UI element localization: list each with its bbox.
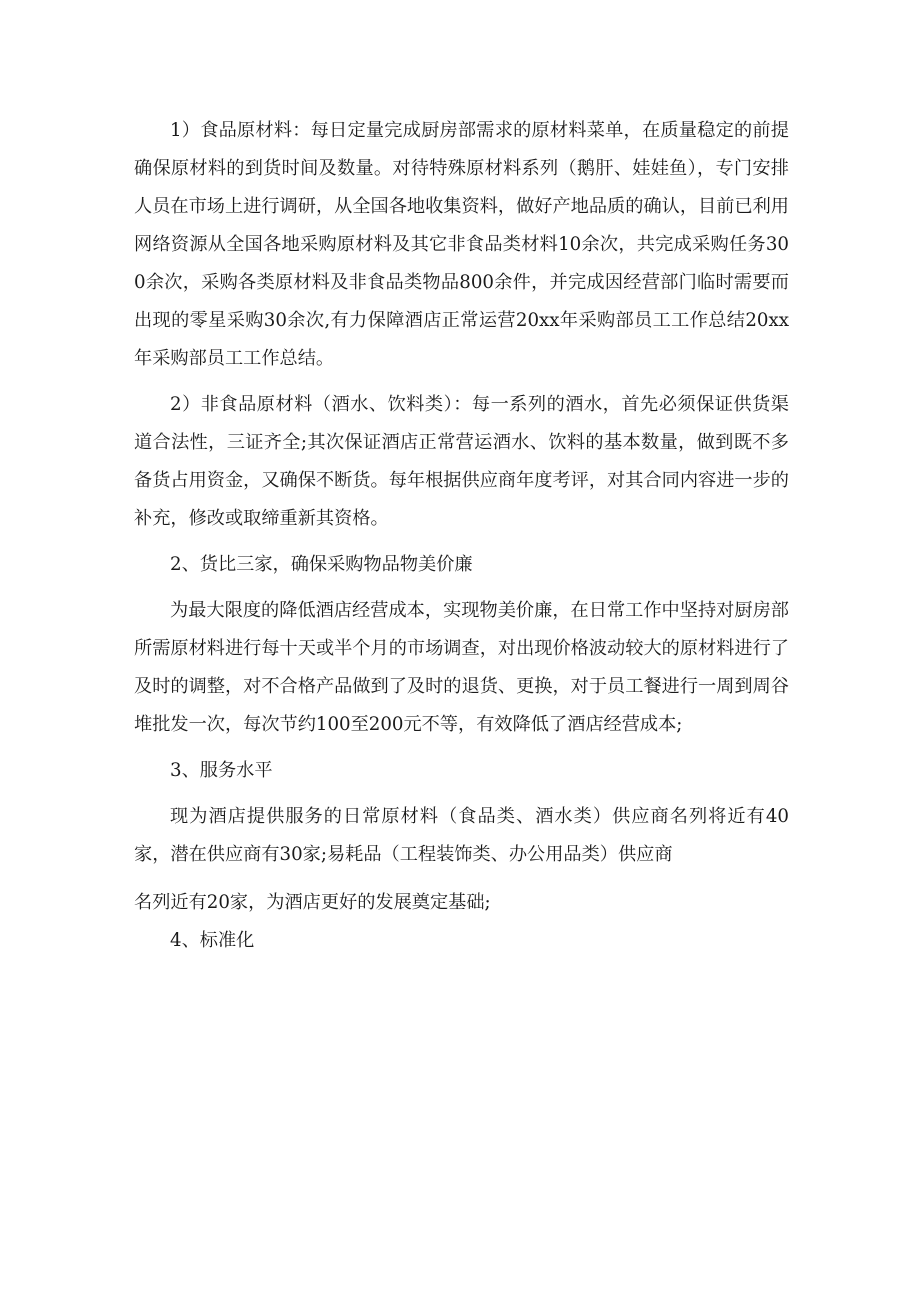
heading-price-comparison: 2、货比三家，确保采购物品物美价廉 (170, 554, 473, 575)
paragraph-food-materials: 1）食品原材料：每日定量完成厨房部需求的原材料菜单，在质量稳定的前提确保原材料的到货时间及数量。对待特殊原材料系列（鹅肝、娃娃鱼），专门安排人员在市场上进行调研，从全国各地收集资料，做好产地品质的确认，目前已利用网络资源从全国各地采购原材料及其它非食品类材料10余次，共完成采购任务300余次，采购各类原材料及非食品类物品800余件，并完成因经营部门临时需要而出现的零星采购30余次,有力保障酒店正常运营20xx年采购部员工工作总结20xx年采购部员工工作总结。 (134, 120, 789, 369)
paragraph-suppliers: 现为酒店提供服务的日常原材料（食品类、酒水类）供应商名列将近有40家，潜在供应商有30家;易耗品（工程装饰类、办公用品类）供应商 (134, 806, 789, 865)
paragraph-cost-reduction: 为最大限度的降低酒店经营成本，实现物美价廉，在日常工作中坚持对厨房部所需原材料进行每十天或半个月的市场调查，对出现价格波动较大的原材料进行了及时的调整，对不合格产品做到了及时的退货、更换，对于员工餐进行一周到周谷堆批发一次，每次节约100至200元不等，有效降低了酒店经营成本; (134, 600, 789, 735)
paragraph-non-food-materials: 2）非食品原材料（酒水、饮料类）：每一系列的酒水，首先必须保证供货渠道合法性，三证齐全;其次保证酒店正常营运酒水、饮料的基本数量，做到既不多备货占用资金，又确保不断货。每年根据供应商年度考评，对其合同内容进一步的补充，修改或取缔重新其资格。 (134, 394, 789, 529)
document-body (134, 112, 789, 968)
heading-standardization: 4、标准化 (170, 930, 255, 951)
heading-service-level: 3、服务水平 (170, 760, 273, 781)
paragraph-suppliers-continued: 名列近有20家，为酒店更好的发展奠定基础; (134, 892, 491, 913)
